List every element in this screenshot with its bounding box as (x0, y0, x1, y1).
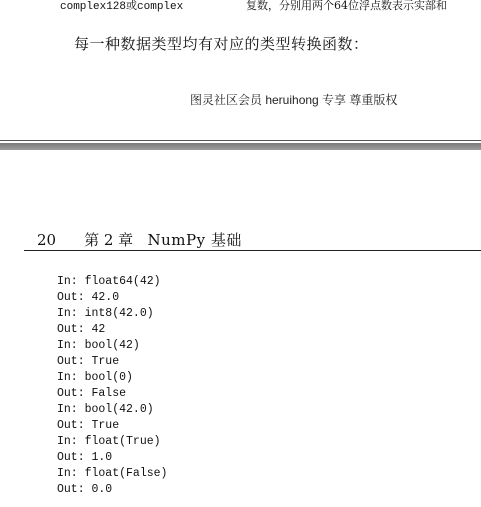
code-line: Out: 42.0 (57, 291, 120, 304)
code-line: Out: True (57, 419, 120, 432)
code-line: Out: 0.0 (57, 483, 113, 496)
code-line: In: bool(42.0) (57, 403, 154, 416)
code-line: In: bool(0) (57, 371, 133, 384)
watermark-text: 图灵社区会员 heruihong 专享 尊重版权 (190, 93, 398, 107)
running-header (37, 229, 242, 250)
code-block (57, 274, 167, 498)
code-line: Out: True (57, 355, 120, 368)
table-cell-type-name: complex128或complex (60, 1, 184, 13)
code-line: Out: False (57, 387, 127, 400)
page-number: 20 (37, 231, 57, 249)
code-line: In: int8(42.0) (57, 307, 154, 320)
code-line: In: float64(42) (57, 275, 161, 288)
page-break-line (0, 140, 481, 141)
code-line: In: bool(42) (57, 339, 140, 352)
page-break-bar (0, 143, 481, 150)
table-cell-description: 复数，分别用两个64位浮点数表示实部和 (246, 0, 447, 12)
body-sentence: 每一种数据类型均有对应的类型转换函数： (74, 35, 369, 53)
code-line: Out: 42 (57, 323, 106, 336)
header-rule (24, 250, 481, 251)
code-line: Out: 1.0 (57, 451, 113, 464)
code-line: In: float(False) (57, 467, 168, 480)
chapter-label: 第 2 章 (84, 231, 134, 249)
code-line: In: float(True) (57, 435, 161, 448)
chapter-title: NumPy 基础 (147, 231, 242, 249)
